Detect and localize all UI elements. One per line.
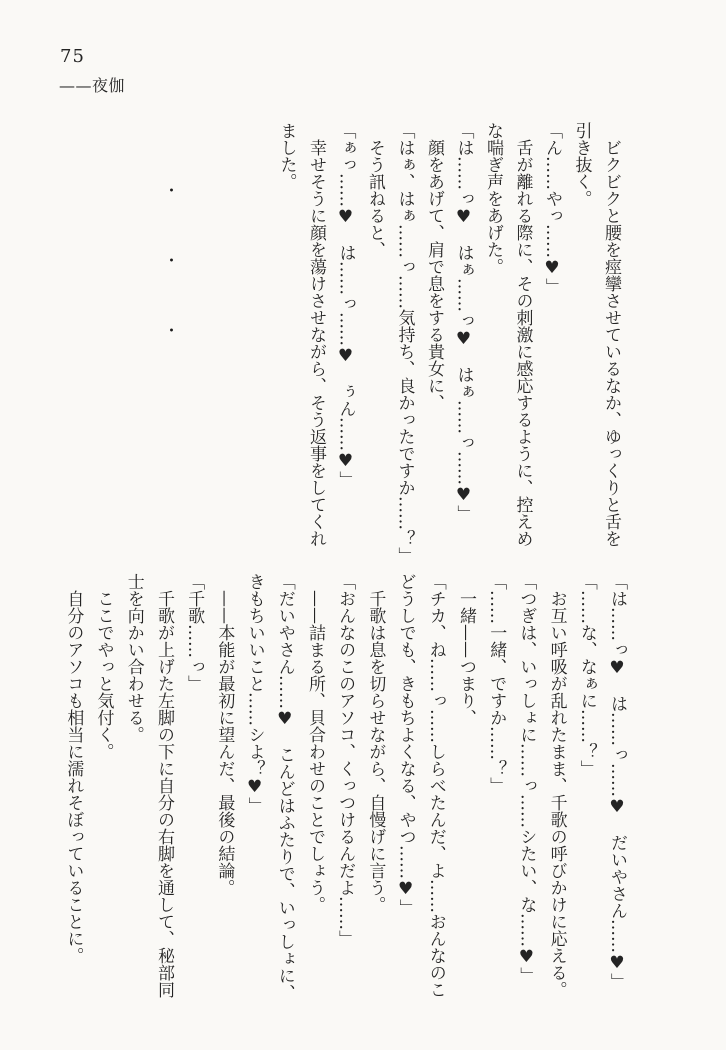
- scene-break-dot: ・: [163, 321, 180, 340]
- bottom-line-2: 「……な、なぁに……？」: [576, 573, 597, 777]
- bottom-line-6: 一緒——つまり、: [455, 590, 476, 726]
- bottom-line-15: 「千歌……っ」: [184, 573, 205, 692]
- bottom-line-13: きもちいいこと……シよ？♥」: [244, 573, 265, 814]
- top-line-8: 「はぁ、はぁ……っ……気持ち、良かったですか……？」: [394, 122, 415, 564]
- page-number: 75: [60, 46, 85, 67]
- bottom-line-4: 「つぎは、いっしょに……っ……シたい、な……♥」: [516, 573, 537, 984]
- bottom-line-3: お互い呼吸が乱れたまま、千歌の呼びかけに応える。: [546, 590, 567, 998]
- scene-break-dot: ・: [163, 181, 180, 200]
- running-header-chapter-title: ——夜伽: [59, 76, 126, 95]
- bottom-line-14: ——本能が最初に望んだ、最後の結論。: [214, 590, 235, 896]
- top-line-9: そう訊ねると、: [365, 139, 385, 258]
- bottom-line-11: ——詰まる所、貝合わせのことでしょう。: [304, 590, 325, 913]
- bottom-line-17: 士を向かい合わせる。: [123, 573, 144, 743]
- text-block-top: [271, 122, 625, 564]
- scene-break-dot: ・: [163, 251, 180, 270]
- bottom-line-7: 「チカ、ね……っ……しらべたんだ、よ……おんなのこ: [425, 573, 446, 998]
- bottom-line-18: ここでやっと気付く。: [93, 590, 114, 760]
- top-line-6: 「は……っ♥ はぁ……っ♥ はぁ……っ……♥」: [453, 122, 474, 522]
- top-line-12: ました。: [276, 122, 297, 190]
- text-block-bottom: [58, 573, 632, 1035]
- bottom-line-12: 「だいやさん……♥ こんどはふたりで、いっしょに、: [274, 573, 295, 1001]
- top-line-2: 引き抜く。: [571, 122, 592, 207]
- bottom-line-8: どうしでも、きもちよくなる、やつ……♥」: [395, 573, 416, 916]
- bottom-line-16: 千歌が上げた左脚の下に自分の右脚を通して、秘部同: [153, 590, 174, 998]
- bottom-line-10: 「おんなのこのアソコ、くっつけるんだよ……」: [335, 573, 356, 947]
- bottom-line-1: 「は……っ♥ は……っ……♥ だいやさん……♥」: [607, 573, 627, 990]
- bottom-line-19: 自分のアソコも相当に濡れそぼっていることに。: [63, 590, 84, 964]
- top-line-5: な喘ぎ声をあげた。: [483, 122, 503, 275]
- bottom-line-9: 千歌は息を切らせながら、自慢げに言う。: [365, 590, 386, 913]
- top-line-1: ビクビクと腰を痙攣させているなか、ゆっくりと舌を: [601, 139, 621, 547]
- top-line-4: 舌が離れる際に、その刺激に感応するように、控えめ: [512, 139, 533, 547]
- scene-break-separator: [163, 183, 180, 393]
- top-line-10: 「ぁっ……♥ は……っ……♥ ぅん……♥」: [335, 122, 356, 488]
- top-line-7: 顔をあげて、肩で息をする貴女に、: [424, 139, 444, 411]
- top-line-11: 幸せそうに顔を蕩けさせながら、そう返事をしてくれ: [306, 139, 326, 547]
- top-line-3: 「ん……やっ……♥」: [542, 122, 562, 295]
- bottom-line-5: 「……一緒、ですか……？」: [486, 573, 507, 794]
